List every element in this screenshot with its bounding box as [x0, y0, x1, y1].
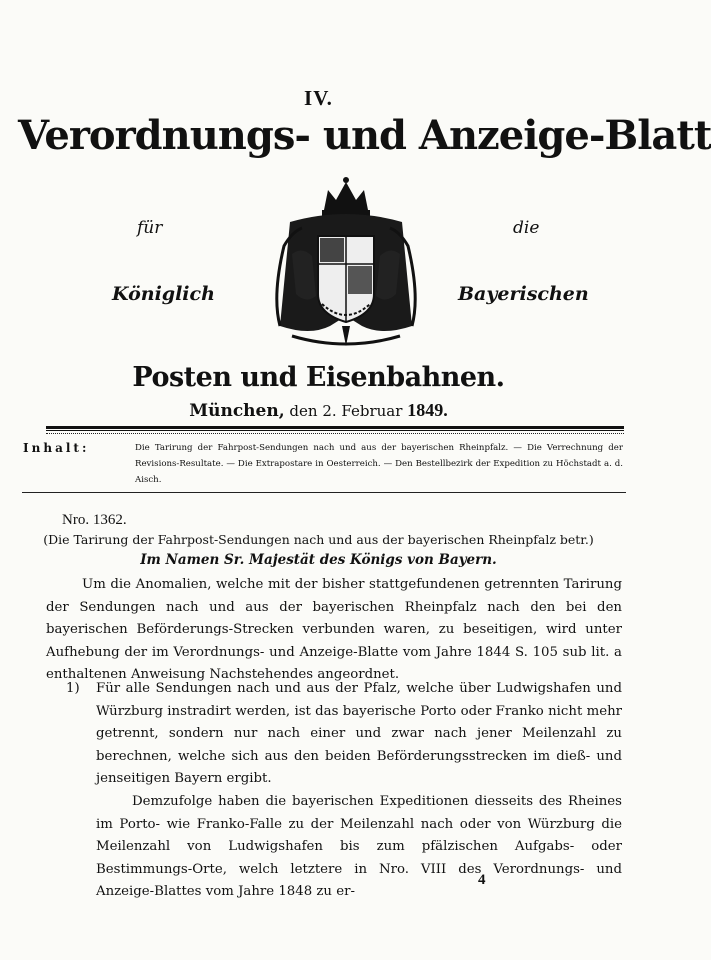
- header-word-koeniglich: Königlich: [112, 283, 215, 305]
- header-word-fuer: für: [137, 218, 163, 238]
- contents-text: Die Tarirung der Fahrpost-Sendungen nach und aus der bayerischen Rheinpfalz. — Die Verrechnung der Revisions-Resultate. — Die Extrapostare in Oesterreich. — Den Bestellbezirk der Expedition zu Höchstadt a. d. Aisch.: [135, 443, 623, 485]
- date-city: München,: [189, 401, 285, 421]
- contents-label: Inhalt:: [23, 441, 90, 455]
- header-word-die: die: [513, 218, 540, 238]
- article-item-1: [66, 678, 622, 904]
- bavarian-coat-of-arms-icon: [262, 176, 430, 356]
- date-text: den 2. Februar: [289, 402, 403, 420]
- header-word-bayerischen: Bayerischen: [458, 283, 589, 305]
- item-number: 1): [66, 681, 80, 696]
- double-rule-divider: [46, 426, 624, 431]
- subtitle-posten: Posten und Eisenbahnen.: [132, 362, 505, 393]
- contents-bottom-rule: [22, 492, 626, 493]
- masthead-title: Verordnungs- und Anzeige-Blatt: [18, 112, 711, 159]
- dotted-rule-divider: [46, 433, 624, 434]
- contents-box: [23, 440, 623, 488]
- article-subject: (Die Tarirung der Fahrpost-Sendungen nach und aus der bayerischen Rheinpfalz betr.): [43, 532, 594, 547]
- article-intro: [46, 574, 622, 687]
- dateline: [0, 400, 637, 421]
- date-year: 1849.: [407, 400, 448, 420]
- royal-invocation: Im Namen Sr. Majestät des Königs von Bayern.: [140, 552, 497, 568]
- item-continuation-paragraph: Demzufolge haben die bayerischen Expeditionen diesseits des Rheines im Porto- wie Franko-Falle zu der Meilenzahl nach oder von Würzburg die Meilenzahl von Ludwigshafen bis zum pfälzischen Aufgabs- oder Bestimmungs-Orte, welch letztere in Nro. VIII des Verordnungs- und Anzeige-Blattes vom Jahre 1848 zu er-: [96, 793, 622, 900]
- page-number: 4: [478, 872, 486, 888]
- issue-number: IV.: [304, 86, 333, 110]
- intro-paragraph: Um die Anomalien, welche mit der bisher stattgefundenen getrennten Tarirung der Sendungen nach und aus der bayerischen Rheinpfalz nach den bei den bayerischen Beförderungs-Strecken verbunden waren, zu beseitigen, wird unter Aufhebung der im Verordnungs- und Anzeige-Blatte vom Jahre 1844 S. 105 sub lit. a enthaltenen Anweisung Nachstehendes angeordnet.: [46, 577, 622, 683]
- article-number: Nro. 1362.: [62, 512, 127, 528]
- item-paragraph: Für alle Sendungen nach und aus der Pfalz, welche über Ludwigshafen und Würzburg instradirt werden, ist das bayerische Porto oder Franko nicht mehr getrennt, sondern nur nach einer und zwar nach jener Meilenzahl zu berechnen, welche sich aus den beiden Beförderungsstrecken im dieß- und jenseitigen Bayern ergibt.: [96, 681, 622, 787]
